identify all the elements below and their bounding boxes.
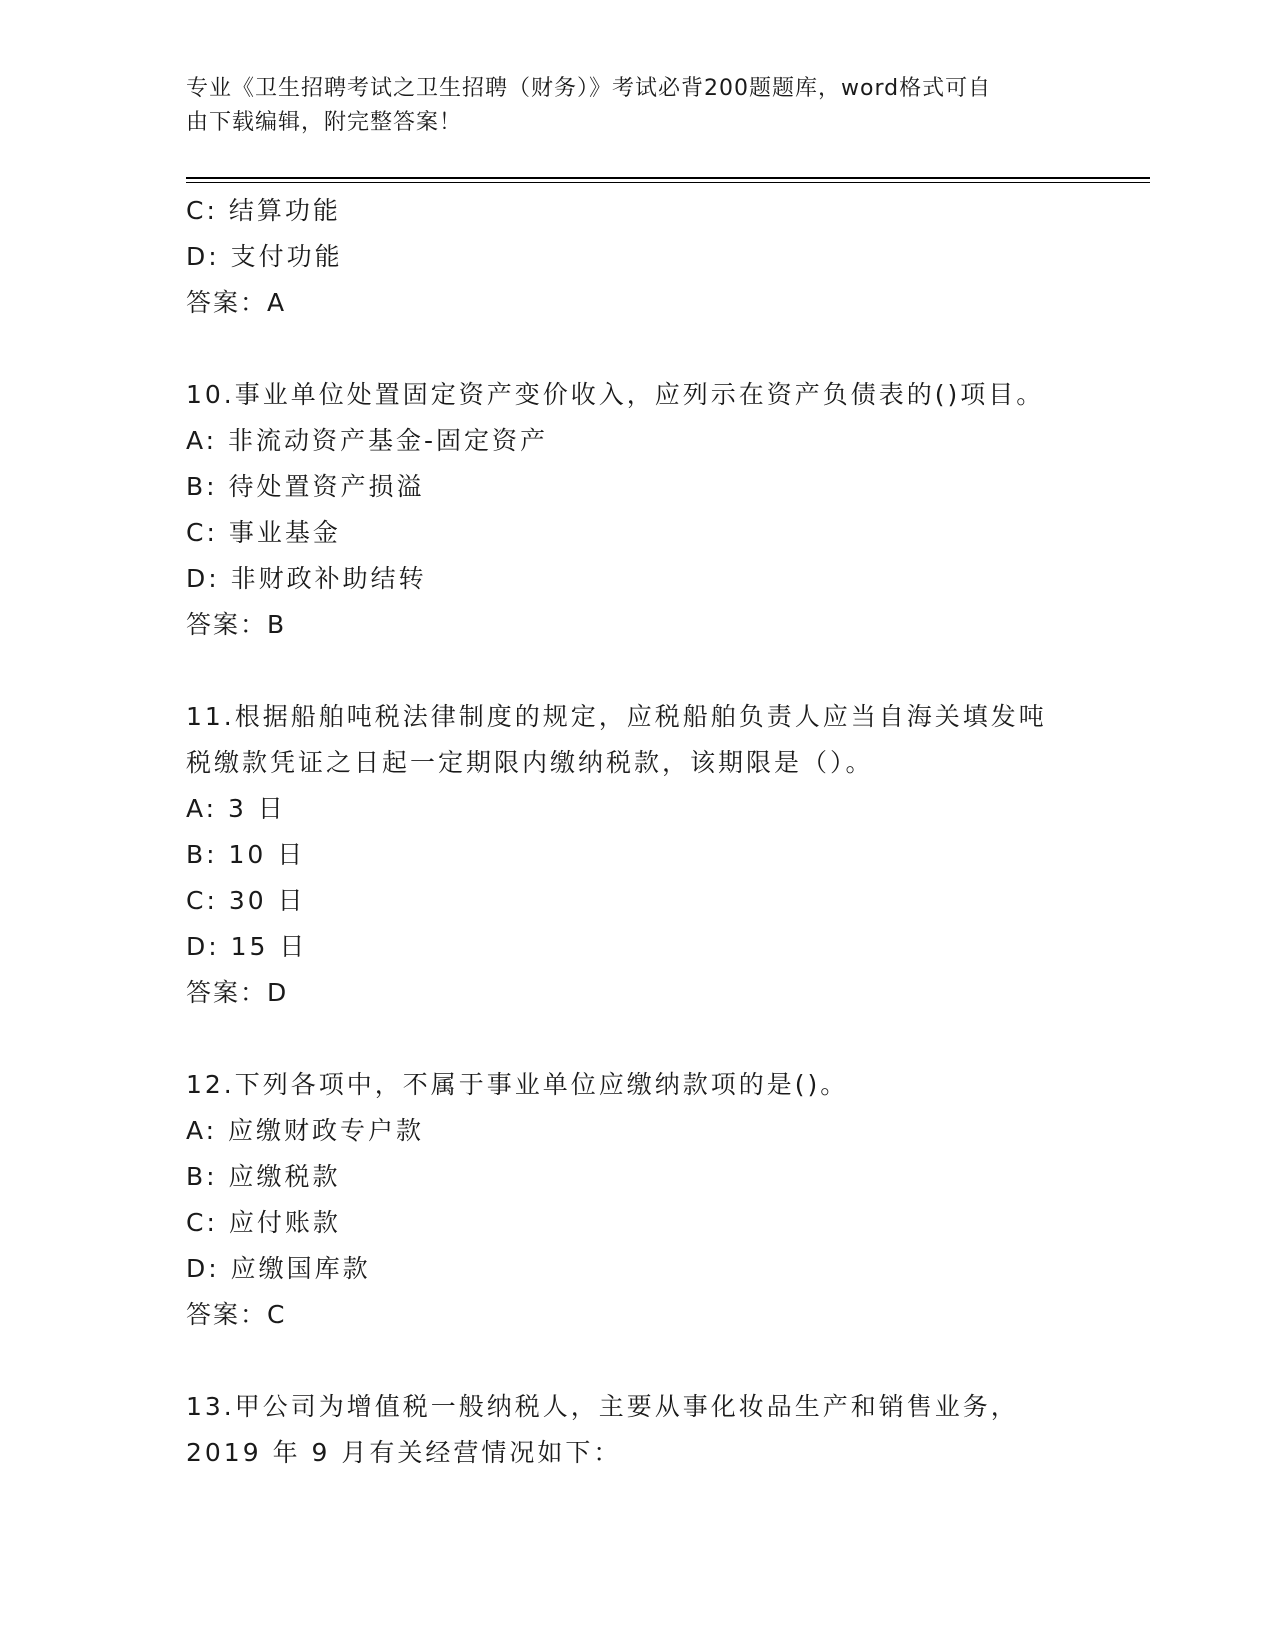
document-header [186,72,1066,140]
q13-question-line-2: 2019 年 9 月有关经营情况如下： [186,1438,622,1467]
q12-answer: 答案：C [186,1300,287,1329]
header-line-2: 由下载编辑，附完整答案！ [186,110,463,135]
q10-answer: 答案：B [186,610,287,639]
q11-option-b: B: 10 日 [186,840,306,869]
question-11 [186,694,1146,1016]
q9-option-d: D: 支付功能 [186,242,343,271]
q10-option-a: A: 非流动资产基金-固定资产 [186,426,549,455]
q11-option-c: C: 30 日 [186,886,306,915]
q11-question-line-2: 税缴款凭证之日起一定期限内缴纳税款，该期限是（）。 [186,748,874,777]
question-content [186,188,1146,1476]
header-divider-thin [186,182,1150,183]
spacer [186,1016,1146,1062]
header-divider-thick [186,177,1150,179]
q11-option-d: D: 15 日 [186,932,308,961]
q12-question: 12.下列各项中，不属于事业单位应缴纳款项的是()。 [186,1070,849,1099]
question-12 [186,1062,1146,1338]
q10-option-d: D: 非财政补助结转 [186,564,427,593]
q10-question: 10.事业单位处置固定资产变价收入，应列示在资产负债表的()项目。 [186,380,1045,409]
question-13 [186,1384,1146,1476]
spacer [186,1338,1146,1384]
header-line-1: 专业《卫生招聘考试之卫生招聘（财务）》考试必背200题题库，word格式可自 [186,76,992,101]
q11-option-a: A: 3 日 [186,794,286,823]
q12-option-b: B: 应缴税款 [186,1162,341,1191]
q9-answer: 答案：A [186,288,287,317]
q12-option-a: A: 应缴财政专户款 [186,1116,425,1145]
question-10 [186,372,1146,648]
question-9 [186,188,1146,326]
q12-option-d: D: 应缴国库款 [186,1254,371,1283]
q10-option-c: C: 事业基金 [186,518,341,547]
q9-option-c: C: 结算功能 [186,196,341,225]
spacer [186,326,1146,372]
q13-question-line-1: 13.甲公司为增值税一般纳税人，主要从事化妆品生产和销售业务， [186,1392,1019,1421]
q11-answer: 答案：D [186,978,289,1007]
q11-question-line-1: 11.根据船舶吨税法律制度的规定，应税船舶负责人应当自海关填发吨 [186,702,1047,731]
q10-option-b: B: 待处置资产损溢 [186,472,425,501]
spacer [186,648,1146,694]
q12-option-c: C: 应付账款 [186,1208,341,1237]
